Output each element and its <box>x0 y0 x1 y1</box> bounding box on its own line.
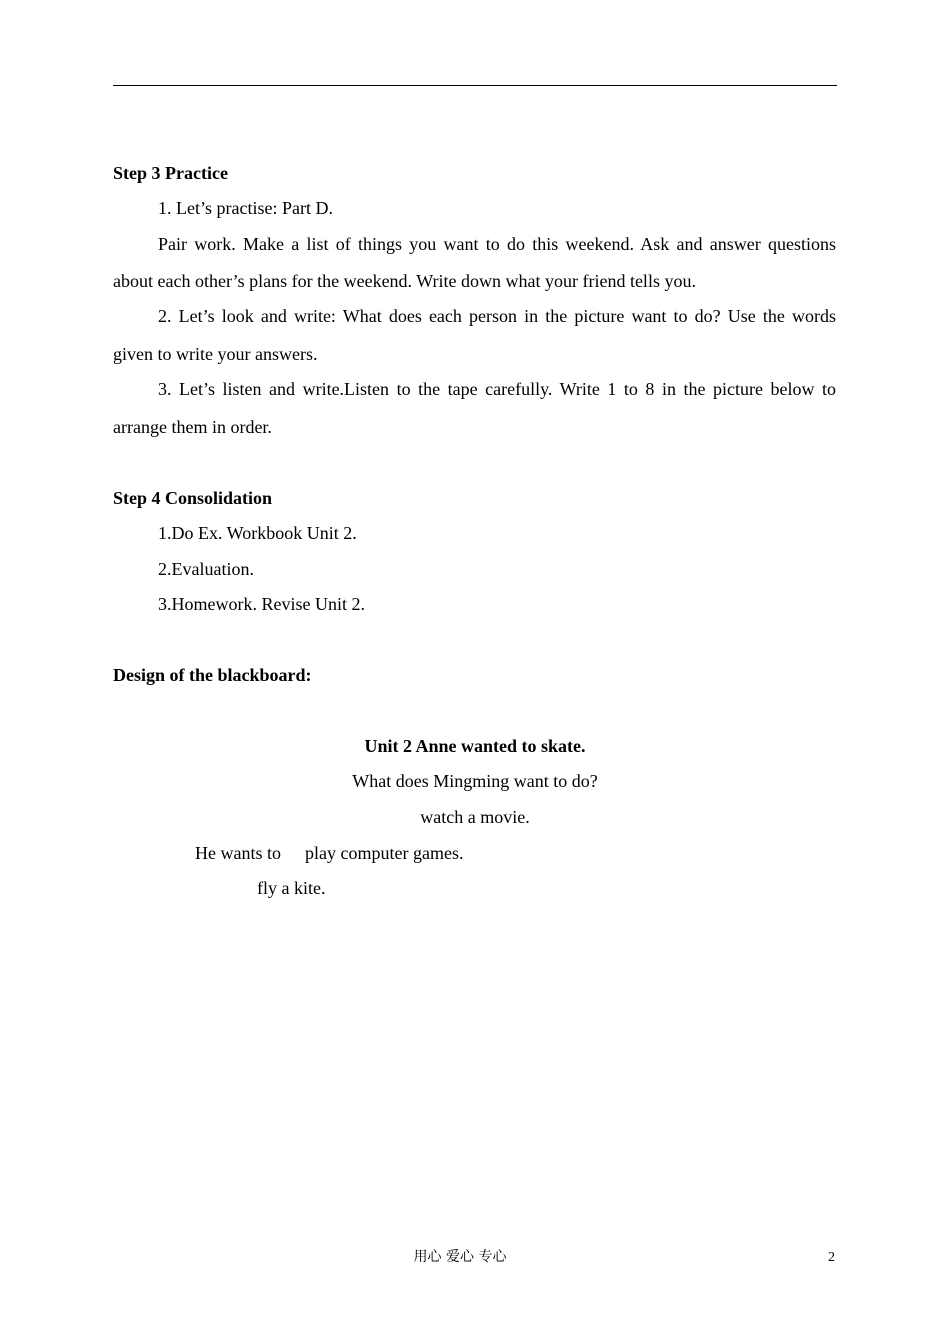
page-number: 2 <box>828 1250 835 1265</box>
step3-item3-line1: 3. Let’s listen and write.Listen to the tape carefully. Write 1 to 8 in the picture below to <box>158 379 836 399</box>
blackboard-option-games: play computer games. <box>305 843 464 863</box>
step3-item1-para-line1: Pair work. Make a list of things you want to do this weekend. Ask and answer questions <box>158 234 836 254</box>
step4-item-2: 2.Evaluation. <box>158 559 254 579</box>
blackboard-question: What does Mingming want to do? <box>352 771 598 791</box>
blackboard-title: Unit 2 Anne wanted to skate. <box>364 736 586 756</box>
blackboard-heading: Design of the blackboard: <box>113 665 312 685</box>
footer-motto: 用心 爱心 专心 <box>413 1249 507 1265</box>
blackboard-lead: He wants to <box>195 843 281 863</box>
step3-heading: Step 3 Practice <box>113 163 228 183</box>
step3-item3-line2: arrange them in order. <box>113 417 272 437</box>
step4-heading: Step 4 Consolidation <box>113 488 273 508</box>
step3-item2-line2: given to write your answers. <box>113 344 318 364</box>
header-rule <box>113 85 837 86</box>
blackboard-option-kite: fly a kite. <box>257 878 326 898</box>
blackboard-option-movie: watch a movie. <box>420 807 530 827</box>
step4-item-3: 3.Homework. Revise Unit 2. <box>158 594 365 614</box>
step3-item1: 1. Let’s practise: Part D. <box>158 198 333 218</box>
step3-item1-para-line2: about each other’s plans for the weekend. Write down what your friend tells you. <box>113 271 696 291</box>
step4-item-1: 1.Do Ex. Workbook Unit 2. <box>158 523 357 543</box>
step3-item2-line1: 2. Let’s look and write: What does each person in the picture want to do? Use the words <box>158 306 836 326</box>
